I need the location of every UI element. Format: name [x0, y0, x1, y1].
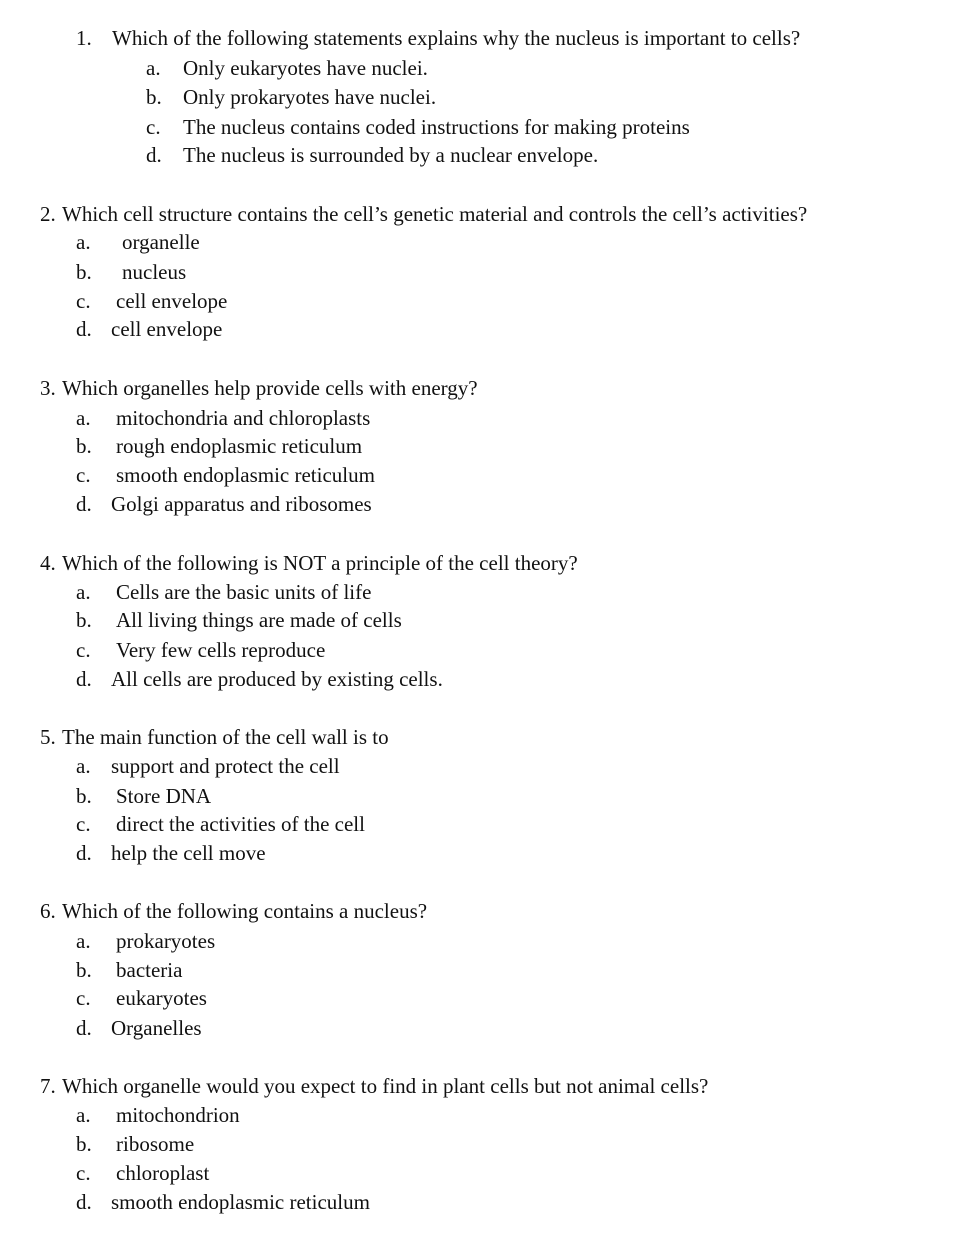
option-text: prokaryotes	[116, 929, 216, 953]
option-text: cell envelope	[111, 317, 223, 341]
option-text: bacteria	[116, 958, 183, 982]
option-letter: c.	[76, 463, 91, 487]
option-text: direct the activities of the cell	[116, 812, 365, 836]
option-letter: d.	[146, 143, 162, 167]
option-letter: a.	[76, 754, 91, 778]
option-text: The nucleus is surrounded by a nuclear envelope.	[183, 143, 599, 167]
option-text: The nucleus contains coded instructions for making proteins	[183, 115, 690, 139]
option-letter: d.	[76, 492, 92, 516]
option-text: Golgi apparatus and ribosomes	[111, 492, 372, 516]
option-letter: b.	[76, 1132, 92, 1156]
option-text: smooth endoplasmic reticulum	[116, 463, 375, 487]
question-number: 4.	[40, 551, 56, 575]
question-number: 1.	[76, 26, 92, 50]
option-text: All cells are produced by existing cells.	[111, 667, 443, 691]
question-text: Which of the following is NOT a principle of the cell theory?	[62, 551, 578, 575]
option-letter: b.	[146, 85, 162, 109]
option-text: nucleus	[122, 260, 187, 284]
option-text: mitochondrion	[116, 1103, 240, 1127]
option-text: smooth endoplasmic reticulum	[111, 1190, 370, 1214]
option-text: chloroplast	[116, 1161, 210, 1185]
option-text: support and protect the cell	[111, 754, 340, 778]
question-text: Which of the following statements explains why the nucleus is important to cells?	[112, 26, 801, 50]
question-text: The main function of the cell wall is to	[62, 725, 389, 749]
option-text: organelle	[122, 230, 200, 254]
option-text: rough endoplasmic reticulum	[116, 434, 363, 458]
option-letter: b.	[76, 608, 92, 632]
option-text: Only eukaryotes have nuclei.	[183, 56, 428, 80]
question-text: Which of the following contains a nucleus?	[62, 899, 428, 923]
option-letter: a.	[76, 929, 91, 953]
question-number: 5.	[40, 725, 56, 749]
option-letter: d.	[76, 1016, 92, 1040]
option-text: cell envelope	[116, 289, 228, 313]
option-letter: d.	[76, 667, 92, 691]
option-text: help the cell move	[111, 841, 266, 865]
option-text: Only prokaryotes have nuclei.	[183, 85, 437, 109]
option-text: ribosome	[116, 1132, 195, 1156]
option-letter: a.	[146, 56, 161, 80]
option-text: Store DNA	[116, 784, 212, 808]
option-letter: c.	[76, 1161, 91, 1185]
option-text: mitochondria and chloroplasts	[116, 406, 371, 430]
option-letter: d.	[76, 317, 92, 341]
option-letter: c.	[76, 638, 91, 662]
option-text: Organelles	[111, 1016, 202, 1040]
question-text: Which cell structure contains the cell’s genetic material and controls the cell’s activities?	[62, 202, 808, 226]
option-letter: a.	[76, 580, 91, 604]
question-number: 6.	[40, 899, 56, 923]
option-letter: d.	[76, 841, 92, 865]
option-letter: b.	[76, 434, 92, 458]
option-letter: a.	[76, 1103, 91, 1127]
question-number: 2.	[40, 202, 56, 226]
option-letter: c.	[76, 812, 91, 836]
question-text: Which organelle would you expect to find in plant cells but not animal cells?	[62, 1074, 709, 1098]
option-letter: d.	[76, 1190, 92, 1214]
option-text: eukaryotes	[116, 986, 207, 1010]
option-letter: b.	[76, 958, 92, 982]
option-text: All living things are made of cells	[116, 608, 402, 632]
option-letter: c.	[76, 289, 91, 313]
option-letter: a.	[76, 406, 91, 430]
option-text: Cells are the basic units of life	[116, 580, 372, 604]
option-letter: c.	[146, 115, 161, 139]
option-letter: c.	[76, 986, 91, 1010]
question-number: 7.	[40, 1074, 56, 1098]
question-number: 3.	[40, 376, 56, 400]
option-letter: a.	[76, 230, 91, 254]
option-letter: b.	[76, 784, 92, 808]
option-text: Very few cells reproduce	[116, 638, 326, 662]
question-text: Which organelles help provide cells with energy?	[62, 376, 478, 400]
option-letter: b.	[76, 260, 92, 284]
